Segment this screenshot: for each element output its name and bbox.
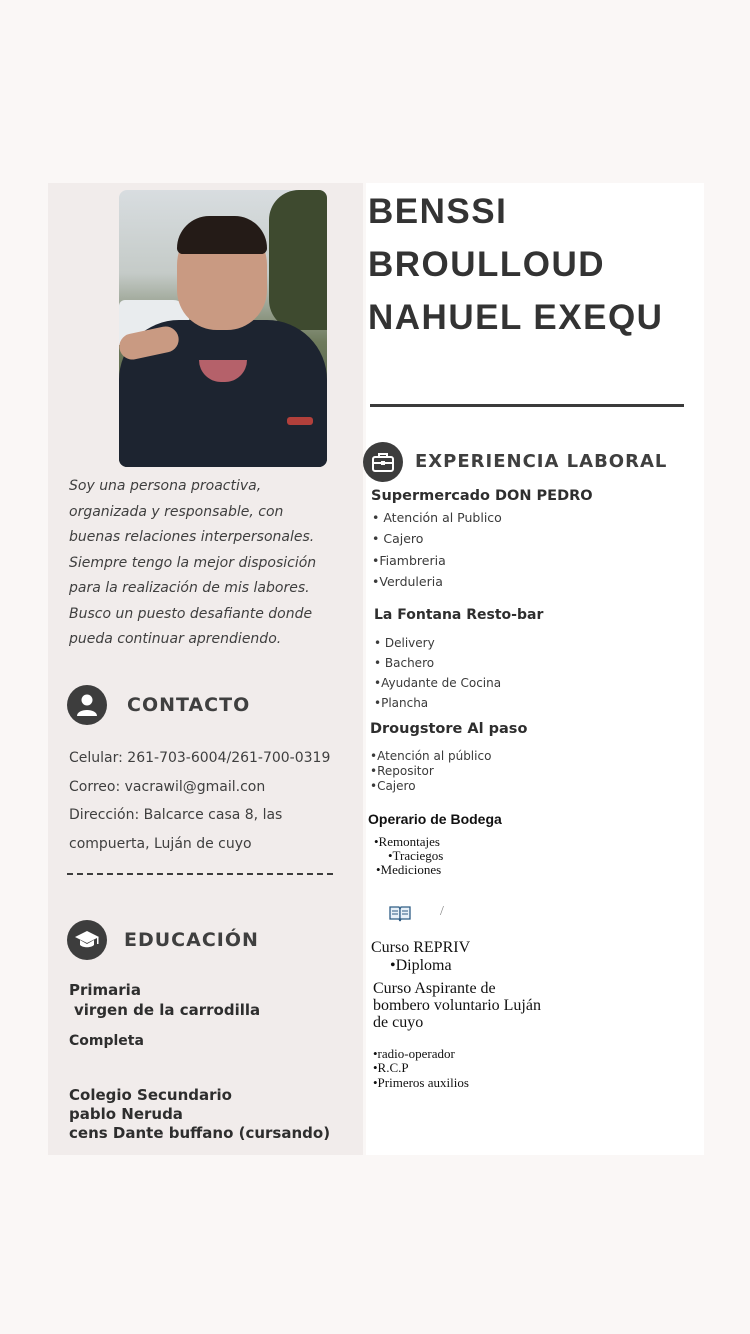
course-line: de cuyo bbox=[373, 1014, 424, 1031]
resume-sheet bbox=[48, 183, 704, 1155]
profile-summary bbox=[69, 474, 339, 653]
summary-line: Siempre tengo la mejor disposición bbox=[69, 554, 317, 571]
secondary-school: pablo Neruda bbox=[69, 1105, 183, 1123]
course-item: •Primeros auxilios bbox=[373, 1075, 469, 1090]
name-line: BENSSI bbox=[368, 192, 508, 231]
job-item: •Atención al público bbox=[370, 749, 492, 763]
primary-status: Completa bbox=[69, 1033, 144, 1049]
job-title: Drougstore Al paso bbox=[370, 721, 528, 737]
course-line: bombero voluntario Luján bbox=[373, 997, 541, 1014]
job-item: • Cajero bbox=[372, 531, 424, 546]
right-column bbox=[366, 183, 704, 1155]
job-item: •Repositor bbox=[370, 764, 434, 778]
job-item: •Ayudante de Cocina bbox=[374, 676, 502, 690]
job-item: • Delivery bbox=[374, 636, 435, 650]
job-title: La Fontana Resto-bar bbox=[374, 607, 544, 623]
graduation-cap-icon bbox=[67, 920, 107, 960]
summary-line: organizada y responsable, con bbox=[69, 503, 284, 520]
name-line: BROULLOUD bbox=[368, 245, 606, 284]
full-name bbox=[368, 185, 663, 344]
job-item: •Fiambreria bbox=[372, 553, 446, 568]
summary-line: para la realización de mis labores. bbox=[69, 580, 310, 596]
education-title: EDUCACIÓN bbox=[124, 929, 259, 951]
course-item: •R.C.P bbox=[373, 1060, 409, 1075]
course-title bbox=[373, 980, 541, 1031]
primary-label: Primaria bbox=[69, 981, 141, 999]
job-item: • Atención al Publico bbox=[372, 510, 502, 525]
job-item: •Remontajes bbox=[374, 834, 440, 849]
course-line: Curso Aspirante de bbox=[373, 980, 496, 997]
summary-line: Soy una persona proactiva, bbox=[69, 478, 262, 494]
secondary-school: cens Dante buffano (cursando) bbox=[69, 1124, 331, 1142]
job-title: Supermercado DON PEDRO bbox=[371, 488, 593, 504]
name-divider bbox=[370, 404, 684, 407]
summary-line: buenas relaciones interpersonales. bbox=[69, 529, 315, 545]
primary-school: virgen de la carrodilla bbox=[74, 1001, 261, 1019]
secondary-label: Colegio Secundario bbox=[69, 1086, 232, 1104]
left-column bbox=[48, 183, 363, 1155]
job-item: •Verduleria bbox=[372, 574, 443, 589]
course-title: Curso REPRIV bbox=[371, 939, 471, 956]
slash-mark: / bbox=[440, 904, 444, 919]
briefcase-icon bbox=[363, 442, 403, 482]
person-icon bbox=[67, 685, 107, 725]
contact-phone: Celular: 261-703-6004/261-700-0319 bbox=[69, 750, 331, 766]
course-item: •Diploma bbox=[390, 957, 452, 974]
job-title: Operario de Bodega bbox=[368, 811, 502, 827]
job-item: •Mediciones bbox=[376, 862, 442, 877]
contact-address-line1: Dirección: Balcarce casa 8, las bbox=[69, 807, 283, 823]
profile-photo bbox=[119, 190, 327, 467]
divider bbox=[67, 873, 333, 875]
summary-line: Busco un puesto desafiante donde bbox=[69, 605, 313, 622]
experience-title: EXPERIENCIA LABORAL bbox=[415, 451, 668, 472]
book-icon bbox=[389, 904, 411, 922]
contact-title: CONTACTO bbox=[127, 694, 251, 716]
course-item: •radio-operador bbox=[373, 1046, 455, 1061]
job-item: •Traciegos bbox=[388, 848, 444, 863]
job-item: • Bachero bbox=[374, 656, 435, 670]
job-item: •Cajero bbox=[370, 779, 416, 793]
contact-address-line2: compuerta, Luján de cuyo bbox=[69, 836, 252, 852]
name-line: NAHUEL EXEQU bbox=[368, 298, 664, 337]
summary-line: pueda continuar aprendiendo. bbox=[69, 631, 282, 647]
job-item: •Plancha bbox=[374, 696, 429, 710]
contact-email: Correo: vacrawil@gmail.con bbox=[69, 779, 266, 795]
